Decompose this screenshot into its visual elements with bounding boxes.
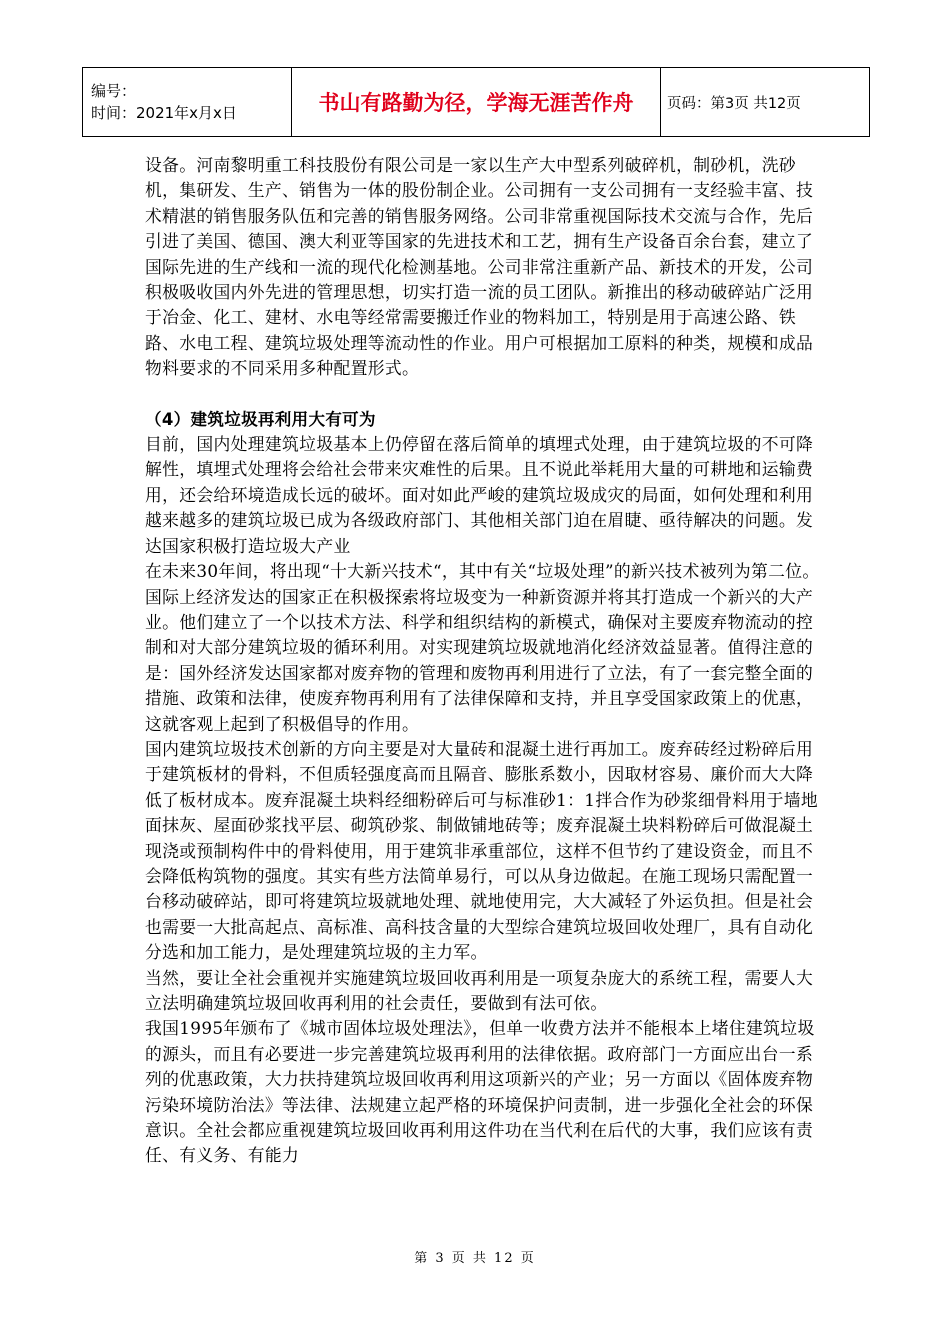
body-paragraph: 目前，国内处理建筑垃圾基本上仍停留在落后简单的填埋式处理，由于建筑垃圾的不可降解性，填埋式处理将会给社会带来灾难性的后果。且不说此举耗用大量的可耕地和运输费用，还会给环境造成长远的破坏。面对如此严峻的建筑垃圾成灾的局面，如何处理和利用越来越多的建筑垃圾已成为各级政府部门、其他相关部门迫在眉睫、亟待解决的问题。发达国家积极打造垃圾大产业 <box>145 434 814 556</box>
document-time-label: 时间：2021年x月x日 <box>91 104 237 122</box>
document-number-label: 编号： <box>91 82 137 100</box>
body-paragraph: 我国1995年颁布了《城市固体垃圾处理法》，但单一收费方法并不能根本上堵住建筑垃圾的源头，而且有必要进一步完善建筑垃圾再利用的法律依据。政府部门一方面应出台一系列的优惠政策，大力扶持建筑垃圾回收再利用这项新兴的产业；另一方面以《固体废弃物污染环境防治法》等法律、法规建立起严格的环境保护问责制，进一步强化全社会的环保意识。全社会都应重视建筑垃圾回收再利用这件功在当代利在后代的大事，我们应该有责任、有义务、有能力 <box>145 1018 815 1166</box>
header-motto: 书山有路勤为径，学海无涯苦作舟 <box>292 68 661 137</box>
body-paragraph: 设备。河南黎明重工科技股份有限公司是一家以生产大中型系列破碎机，制砂机，洗砂机，集研发、生产、销售为一体的股份制企业。公司拥有一支公司拥有一支经验丰富、技术精湛的销售服务队伍和完善的销售服务网络。公司非常重视国际技术交流与合作，先后引进了美国、德国、澳大利亚等国家的先进技术和工艺，拥有生产设备百余台套，建立了国际先进的生产线和一流的现代化检测基地。公司非常注重新产品、新技术的开发，公司积极吸收国内外先进的管理思想，切实打造一流的员工团队。新推出的移动破碎站广泛用于冶金、化工、建材、水电等经常需要搬迁作业的物料加工，特别是用于高速公路、铁路、水电工程、建筑垃圾处理等流动性的作业。用户可根据加工原料的种类，规模和成品物料要求的不同采用多种配置形式。 <box>145 155 814 379</box>
paragraph-spacer <box>145 382 825 407</box>
header-page-info: 页码：第3页 共12页 <box>661 68 870 137</box>
page-footer: 第 3 页 共 12 页 <box>414 1251 536 1266</box>
page-header <box>82 67 870 137</box>
section-heading: （4）建筑垃圾再利用大有可为 <box>145 409 376 429</box>
body-paragraph: 在未来30年间，将出现“十大新兴技术“，其中有关“垃圾处理”的新兴技术被列为第二位。国际上经济发达的国家正在积极探索将垃圾变为一种新资源并将其打造成一个新兴的大产业。他们建立了一个以技术方法、科学和组织结构的新模式，确保对主要废弃物流动的控制和对大部分建筑垃圾的循环利用。对实现建筑垃圾就地消化经济效益显著。值得注意的是：国外经济发达国家都对废弃物的管理和废物再利用进行了立法，有了一套完整全面的措施、政策和法律，使废弃物再利用有了法律保障和支持，并且享受国家政策上的优惠，这就客观上起到了积极倡导的作用。 <box>145 561 820 734</box>
header-meta-cell <box>83 68 292 137</box>
body-paragraph: 当然，要让全社会重视并实施建筑垃圾回收再利用是一项复杂庞大的系统工程，需要人大立法明确建筑垃圾回收再利用的社会责任，要做到有法可依。 <box>145 967 814 1013</box>
document-body <box>145 153 825 1169</box>
body-paragraph: 国内建筑垃圾技术创新的方向主要是对大量砖和混凝土进行再加工。废弃砖经过粉碎后用于建筑板材的骨料，不但质轻强度高而且隔音、膨胀系数小，因取材容易、廉价而大大降低了板材成本。废弃混凝土块料经细粉碎后可与标准砂1：1拌合作为砂浆细骨料用于墙地面抹灰、屋面砂浆找平层、砌筑砂浆、制做铺地砖等；废弃混凝土块料粉碎后可做混凝土现浇或预制构件中的骨料使用，用于建筑非承重部位，这样不但节约了建设资金，而且不会降低构筑物的强度。其实有些方法简单易行，可以从身边做起。在施工现场只需配置一台移动破碎站，即可将建筑垃圾就地处理、就地使用完，大大减轻了外运负担。但是社会也需要一大批高起点、高标准、高科技含量的大型综合建筑垃圾回收处理厂，具有自动化分选和加工能力，是处理建筑垃圾的主力军。 <box>145 738 819 963</box>
